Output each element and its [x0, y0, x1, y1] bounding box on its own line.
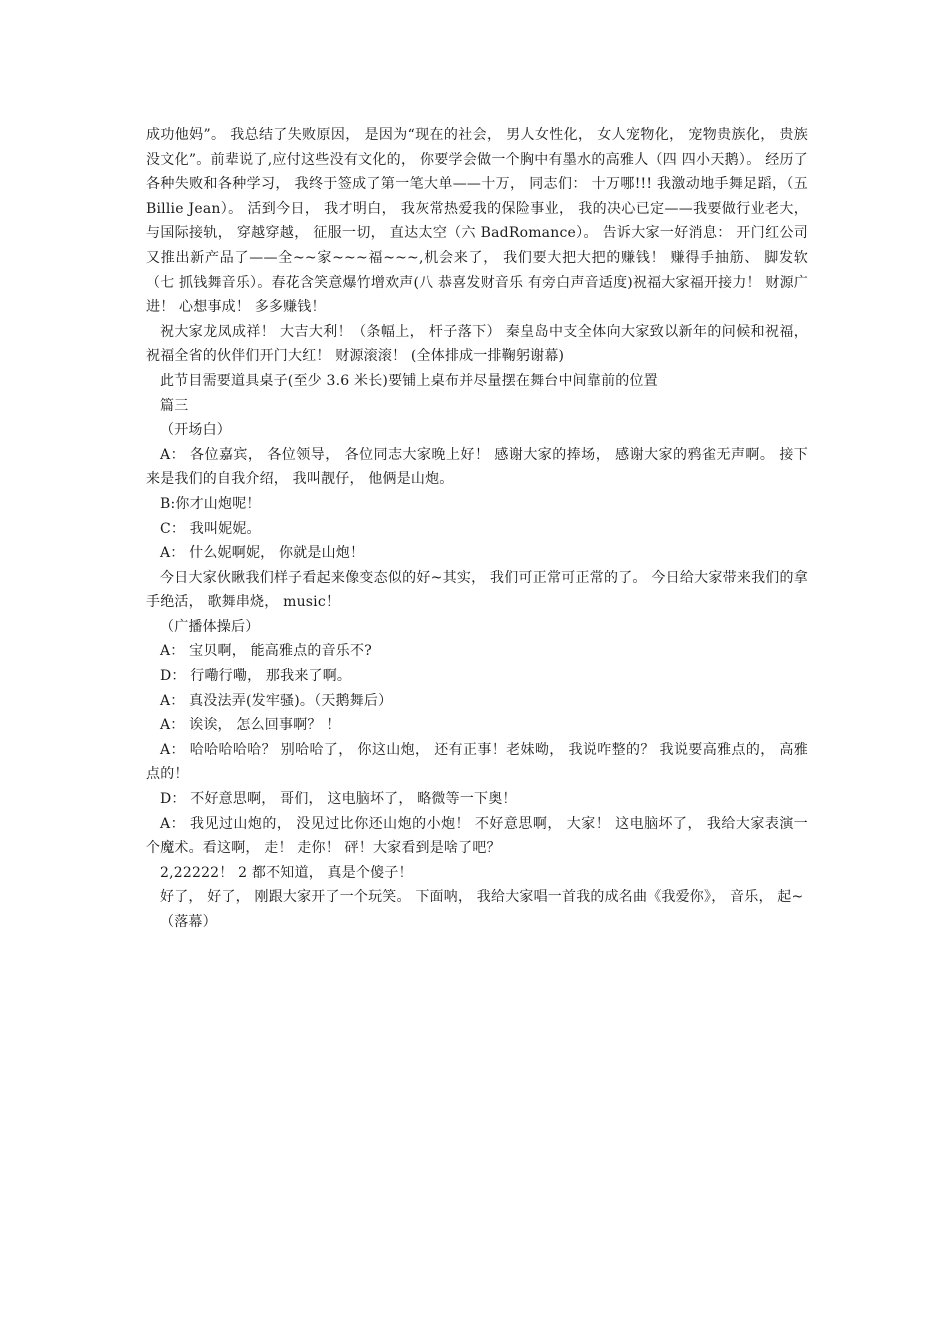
dialogue-line: D： 不好意思啊， 哥们， 这电脑坏了， 略微等一下奥！: [160, 791, 517, 808]
stage-direction-closing: （落幕）: [160, 914, 217, 930]
dialogue-line: 好了， 好了， 刚跟大家开了一个玩笑。 下面呐， 我给大家唱一首我的成名曲《我爱你》， 音乐， 起~: [160, 889, 804, 906]
dialogue-line: 2,22222！ 2 都不知道， 真是个傻子！: [160, 864, 413, 881]
dialogue-line: A： 真没法弄(发牢骚)。（天鹅舞后）: [160, 692, 393, 709]
dialogue-line: A： 哈哈哈哈哈？ 别哈哈了， 你这山炮， 还有正事！老妹呦， 我说咋整的？ 我说要高雅点的， 高雅点的！: [146, 741, 808, 783]
section-title: 篇三: [160, 397, 189, 414]
stage-direction: （广播体操后）: [160, 618, 260, 635]
dialogue-line: A： 我见过山炮的， 没见过比你还山炮的小炮！ 不好意思啊， 大家！ 这电脑坏了， 我给大家表演一个魔术。看这啊， 走！ 走你！ 砰！大家看到是啥了吧？: [146, 815, 808, 857]
dialogue-line: D： 行嘞行嘞， 那我来了啊。: [160, 668, 352, 685]
paragraph-prop-note: 此节目需要道具桌子(至少 3.6 米长)要铺上桌布并尽量摆在舞台中间靠前的位置: [160, 372, 658, 389]
dialogue-line: 今日大家伙瞅我们样子看起来像变态似的好~其实， 我们可正常可正常的了。 今日给大家带来我们的拿手绝活， 歌舞串烧， music！: [146, 569, 808, 611]
paragraph-opening-story: 成功他妈”。 我总结了失败原因， 是因为“现在的社会， 男人女性化， 女人宠物化， 宠物贵族化， 贵族没文化”。前辈说了,应付这些没有文化的， 你要学会做一个胸中有墨水的高雅人（四 四小天鹅）。 经历了各种失败和各种学习， 我终于签成了第一笔大单——十万， 同志们： 十万哪!!! 我激动地手舞足蹈，（五 Billie Jean）。 活到今日， 我才明白， 我灰常热爱我的保险事业， 我的决心已定——我要做行业老大， 与国际接轨， 穿越穿越， 征服一切， 直达太空（六 BadRomance）。 告诉大家一好消息： 开门红公司又推出新产品了——全~~家~~~福~~~,机会来了， 我们要大把大把的赚钱！ 赚得手抽筋、 脚发软（七 抓钱舞音乐）。春花含笑意爆竹增欢声(八 恭喜发财音乐 有旁白声音适度)祝福大家福开接力！ 财源广进！ 心想事成！ 多多赚钱！: [146, 127, 808, 316]
dialogue-line: A： 各位嘉宾， 各位领导， 各位同志大家晚上好！ 感谢大家的捧场， 感谢大家的鸦雀无声啊。 接下来是我们的自我介绍， 我叫靓仔， 他俩是山炮。: [146, 446, 808, 488]
dialogue-line: C： 我叫妮妮。: [160, 520, 261, 537]
dialogue-line: A： 什么妮啊妮， 你就是山炮！: [160, 545, 365, 562]
dialogue-line: A： 诶诶， 怎么回事啊？ ！: [160, 717, 341, 734]
dialogue-line: A： 宝贝啊， 能高雅点的音乐不?: [160, 643, 372, 660]
stage-direction-opening: （开场白）: [160, 422, 231, 439]
dialogue-line: B:你才山炮呢！: [160, 495, 261, 512]
document-body: [146, 123, 808, 935]
paragraph-blessing: 祝大家龙凤成祥！ 大吉大利！（条幅上， 杆子落下） 秦皇岛中支全体向大家致以新年的问候和祝福， 祝福全省的伙伴们开门大红！ 财源滚滚！ (全体排成一排鞠躬谢幕): [146, 323, 808, 365]
